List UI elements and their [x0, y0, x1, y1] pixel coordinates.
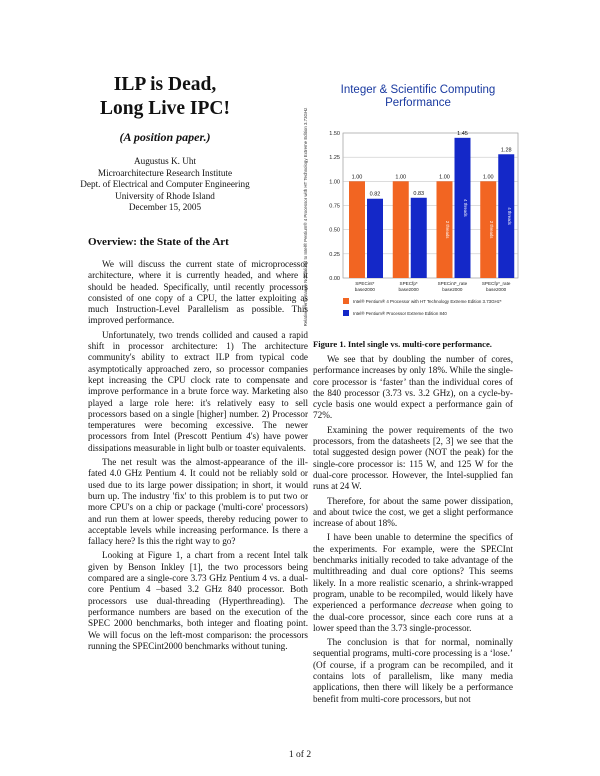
bar-inner-label: 4 threads [506, 207, 512, 225]
bar [393, 181, 409, 278]
section-heading: Overview: the State of the Art [88, 236, 229, 248]
legend-entry: Intel® Pentium® 4 Processor with HT Technology Extreme Edition 3.73GHz* [353, 299, 502, 304]
x-tick-label: SPECint*_rate [437, 281, 468, 286]
bar [367, 199, 383, 278]
x-tick-label: SPECint* [355, 281, 375, 286]
y-tick-label: 0.75 [329, 203, 340, 210]
left-column [88, 259, 308, 655]
data-label: 1.45 [457, 130, 468, 137]
paper-title [80, 73, 250, 121]
bar-inner-label: 2 threads [445, 220, 450, 239]
paragraph: The net result was the almost-appearance of the ill-fated 4.0 GHz Pentium 4. It could not be reliably sold or used due to its large power dissipation; in short, it would burn up. The industry 'fix' to this problem is to put two or more CPU's on a chip or package ('multi-core' processors) and run them at lower speeds, thereby reducing power to acceptable levels while increasing performance. Is there a fallacy here? Is this the right way to go? [88, 457, 308, 547]
x-tick-label: base2000 [486, 287, 507, 292]
y-tick-label: 0.25 [329, 251, 340, 258]
data-label: 1.28 [500, 147, 512, 154]
author-block [70, 156, 260, 214]
data-label: 0.83 [413, 190, 425, 197]
paragraph: We will discuss the current state of microprocessor architecture, where it is currently headed, and where it should be headed. Specifically, until recently processors consisted of one copy of a CPU, the latter exploiting as much Instruction-Level Parallelism as possible. This improved performance. [88, 259, 308, 326]
chart-title: Integer & Scientific Computing [340, 84, 496, 96]
paragraph: Examining the power requirements of the two processors, from the datasheets [2, 3] we see that the total suggested design power (NOT the peak) for the single-core processor is: 115 W, and 125 W for the dual-core processor. However, the Intel-supplied fan runs at 24 W. [313, 424, 513, 492]
paragraph [313, 532, 513, 634]
x-tick-label: SPECfp* [399, 281, 418, 286]
affiliation-1: Microarchitecture Research Institute [97, 167, 233, 178]
legend [343, 298, 502, 316]
paragraph: We see that by doubling the number of cores, performance increases by only 18%. While the single-core processor is ‘faster’ than the individual cores of the 840 processor (3.73 vs. 3.2 GHz), on a cycle-by-cycle basis one would expect a performance gain of 72%. [313, 354, 513, 421]
paragraph: Unfortunately, two trends collided and caused a rapid shift in processor architecture: 1) The architecture community's ability to extract ILP from typical code asymptotically approached zero, so processor companies kept increasing the CPU clock rate to compensate and improve performance in a brute force way. Marketing also played a large role here: it's relatively easy to sell processors based on a single [higher] number. 2) Processor temperatures were becoming excessive. The newer processors from Intel (Prescott Pentium 4's) have power dissipations measurable in light bulb or toaster equivalents. [88, 329, 308, 453]
paragraph: The conclusion is that for normal, nominally sequential programs, multi-core processing is a ‘lose.’ (Of course, if a program can be recompiled, and it contains lots of parallelism, like many media applications, then there will likely be a performance benefit from multi-core processors, but not [313, 637, 513, 704]
y-tick-label: 0.00 [329, 276, 340, 282]
paper-date: December 15, 2005 [128, 202, 202, 212]
affiliation-2: Dept. of Electrical and Computer Engineering [80, 179, 250, 189]
text-span: I have been unable to determine the specifics of the experiments. For example, were the SPECInt benchmarks initially recoded to take advantage of the multithreading and dual core options? This seems likely. In a more realistic scenario, a shrink-wrapped program, unable to be recompiled, would likely have experienced a performance [313, 532, 513, 611]
paper-subtitle: (A position paper.) [119, 130, 211, 144]
figure-1-chart [303, 73, 523, 335]
x-tick-label: SPECfp*_rate [481, 281, 511, 286]
legend-entry: Intel® Pentium® Processor Extreme Edition 840 [353, 311, 447, 316]
text-span: when going to the dual-core processor, since each core runs at a lower speed than the 3.73 single-processor. [313, 600, 513, 633]
bar [411, 198, 427, 278]
legend-swatch [343, 298, 349, 304]
data-label: 0.82 [369, 191, 381, 198]
data-label: 1.00 [395, 174, 407, 181]
y-axis-label: Relative Performance Normalized to Intel® Pentium® 4 Processor with HT Technology Extreme Edition 3.73GHz [303, 107, 308, 327]
paragraph: Therefore, for about the same power dissipation, and about twice the cost, we get a slight performance increase of about 18%. [313, 495, 513, 529]
bar-inner-label: 2 threads [488, 220, 494, 239]
data-label: 1.00 [351, 174, 363, 181]
data-label: 1.00 [439, 174, 450, 181]
page-number: 1 of 2 [288, 750, 312, 760]
right-column [313, 354, 513, 708]
bar-inner-label: 4 threads [463, 199, 468, 217]
figure-caption: Figure 1. Intel single vs. multi-core performance. [313, 339, 492, 349]
y-tick-label: 1.25 [329, 155, 340, 162]
chart-svg [303, 73, 523, 335]
affiliation-3: University of Rhode Island [115, 190, 215, 201]
bar [349, 181, 365, 278]
x-tick-label: base2000 [354, 287, 375, 292]
chart-title-line-2: Performance [385, 97, 451, 109]
legend-swatch [343, 310, 349, 316]
emphasis: decrease [420, 600, 453, 611]
x-tick-label: base2000 [442, 287, 463, 292]
y-tick-label: 0.50 [329, 227, 340, 234]
title-line-2: Long Live IPC! [99, 98, 230, 119]
author-name: Augustus K. Uht [133, 156, 197, 166]
x-tick-label: base2000 [398, 287, 419, 292]
paragraph: Looking at Figure 1, a chart from a recent Intel talk given by Benson Inkley [1], the two processors being compared are a single-core 3.73 GHz Pentium 4 vs. a dual-core Pentium 4 –based 3.2 GHz 840 processor. Both processors use dual-threading (Hyperthreading). The performance numbers are based on the execution of the SPEC 2000 benchmarks, both integer and floating point. We will focus on the left-most comparison: the processors running the SPECint2000 benchmarks without tuning. [88, 550, 308, 651]
title-line-1: ILP is Dead, [113, 74, 217, 95]
data-label: 1.00 [482, 174, 494, 181]
y-tick-label: 1.00 [329, 179, 340, 186]
y-tick-label: 1.50 [329, 131, 340, 137]
